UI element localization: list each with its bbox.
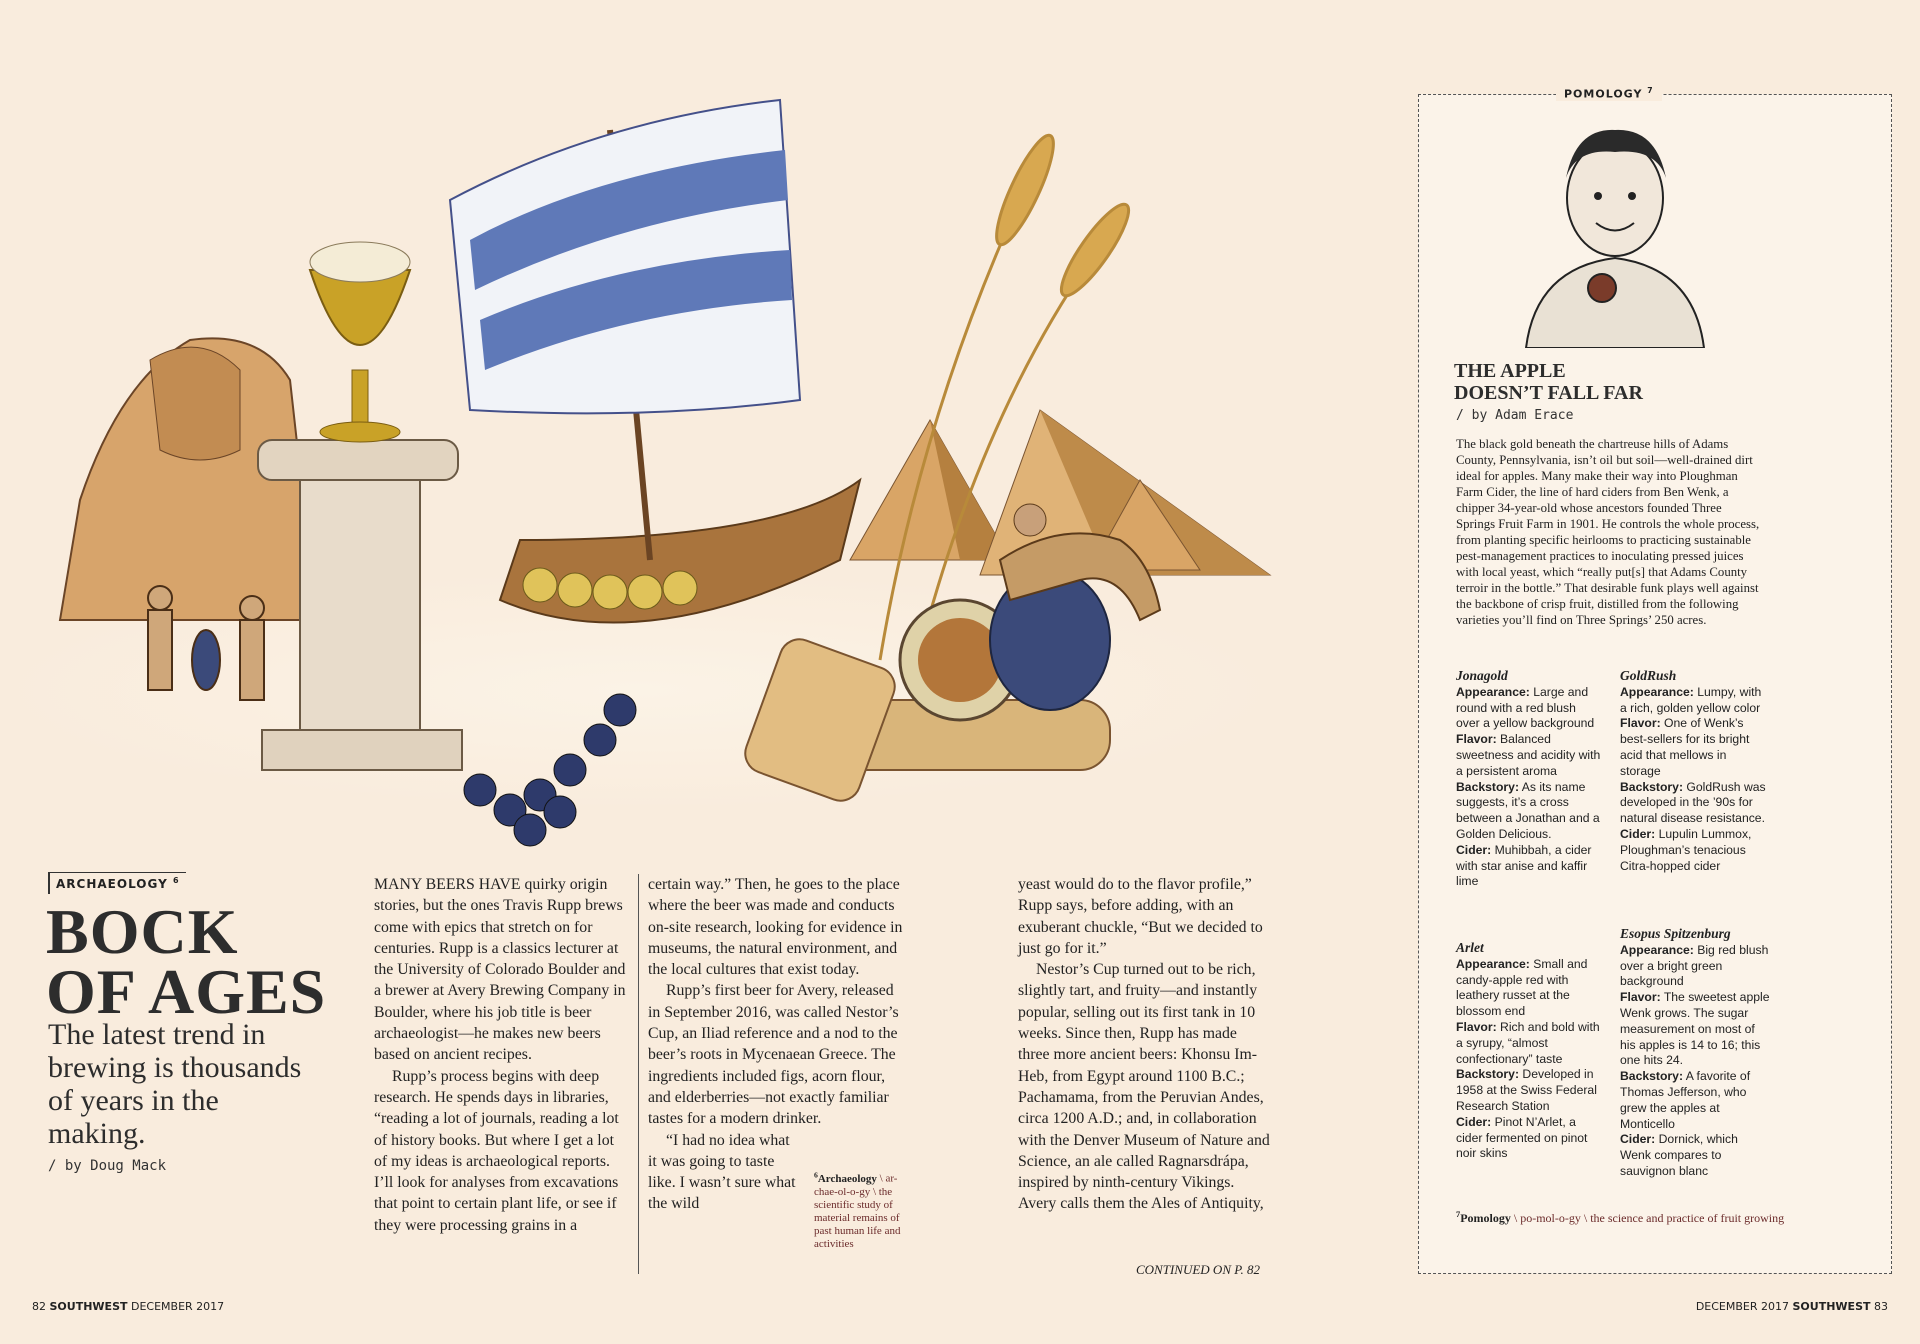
folio-left: [32, 1300, 224, 1313]
sidebar-title-line-1: THE APPLE: [1454, 360, 1566, 382]
continued-line: CONTINUED ON P. 82: [1136, 1262, 1261, 1277]
flavor-text: Rich and bold with a syrupy, “almost confectionary” taste: [1456, 1019, 1600, 1066]
paragraph: Rupp’s process begins with deep research. He spends days in libraries, “reading a lot of journals, reading a lot of history books. But where I get a lot of my ideas is archaeological reports. I’ll look for analyses from excavations that point to certain plant life, or see if they were processing grains in a: [374, 1067, 619, 1234]
headline-line-1: BOCK: [46, 896, 239, 967]
cider-text: Lupulin Lummox, Ploughman’s tenacious Citra-hopped cider: [1620, 826, 1752, 873]
paragraph: “I had no idea what it was going to taste like. I wasn’t sure what the wild: [648, 1131, 796, 1213]
paragraph: Nestor’s Cup turned out to be rich, slightly tart, and fruity—and instantly popular, selling out its first tank in 10 weeks. Since then, Rupp has made three more ancient beers: Khonsu Im-Heb, from Egypt around 1100 B.C.; Pachamama, from the Peruvian Andes, circa 1200 A.D.; and, in collaboration with the Denver Museum of Nature and Science, an ale called Ragnarsdrápa, inspired by ninth-century Vikings. Avery calls them the Ales of Antiquity,: [1018, 961, 1270, 1213]
label: Flavor:: [1620, 990, 1661, 1005]
portrait-illustration: [1506, 118, 1724, 348]
sidebar-intro: The black gold beneath the chartreuse hills of Adams County, Pennsylvania, isn’t oil but soil—well-drained dirt ideal for apples. Many make their way into Ploughman Farm Cider, the line of hard ciders from Ben Wenk, a chipper 34-year-old whose ancestors founded Three Springs Fruit Farm in 1901. He controls the whole process, from planting specific heirlooms to practicing sustainable pest-management practices to inoculating pressed juices with local yeast, which “really put[s] that Adams County terroir in the bottle.” That desirable funk plays well against the backbone of crisp fruit, distilled from the following varieties you’ll find on Three Springs’ 250 acres.: [1456, 437, 1760, 627]
gloss-def: the science and practice of fruit growing: [1590, 1211, 1785, 1225]
headline: [46, 896, 346, 1027]
variety-name: GoldRush: [1620, 668, 1677, 683]
label: Backstory:: [1456, 1067, 1519, 1082]
kicker-note: 6: [172, 876, 180, 885]
cider-text: Dornick, which Wenk compares to sauvignon blanc: [1620, 1132, 1738, 1178]
section-kicker: [48, 872, 186, 894]
folio-right: [1696, 1300, 1888, 1313]
lead-in: MANY BEERS HAVE: [374, 876, 521, 893]
paragraph: certain way.” Then, he goes to the place where the beer was made and conducts on-site research, looking for evidence in museums, the natural environment, and the local cultures that exist today.: [648, 876, 903, 979]
paragraph-text: quirky origin stories, but the ones Travis Rupp brews come with epics that stretch on for centuries. Rupp is a classics lecturer at the University of Colorado Boulder and a brewer at Avery Brewing Company in Boulder, where his job title is beer archaeologist—he makes new beers based on ancient recipes.: [374, 876, 626, 1064]
cider-text: Pinot N’Arlet, a cider fermented on pinot noir skins: [1456, 1114, 1588, 1161]
glossary-note-pomology: [1456, 1208, 1786, 1225]
variety-name: Arlet: [1456, 940, 1484, 955]
byline: / by Doug Mack: [48, 1158, 167, 1174]
backstory-text: A favorite of Thomas Jefferson, who grew the apples at Monticello: [1620, 1069, 1751, 1131]
gloss-num: 7: [1456, 1210, 1461, 1219]
appearance-text: Big red blush over a bright green background: [1620, 942, 1769, 989]
gloss-def: the scientific study of material remains of past human life and activities: [814, 1185, 901, 1250]
backstory-text: Developed in 1958 at the Swiss Federal Research Station: [1456, 1067, 1597, 1113]
label: Cider:: [1456, 1114, 1492, 1129]
column-rule: [638, 874, 639, 1274]
variety-arlet: [1456, 940, 1602, 1162]
label: Cider:: [1620, 826, 1656, 841]
label: Appearance:: [1620, 942, 1694, 957]
issue-date: DECEMBER 2017: [131, 1300, 225, 1313]
flavor-text: Balanced sweetness and acidity with a persistent aroma: [1456, 732, 1601, 778]
variety-jonagold: [1456, 668, 1602, 890]
gloss-num: 6: [814, 1170, 818, 1179]
label: Backstory:: [1456, 779, 1519, 794]
sidebar-byline: / by Adam Erace: [1456, 408, 1574, 423]
label: Backstory:: [1620, 779, 1683, 794]
glossary-note-archaeology: [814, 1168, 904, 1251]
paragraph: yeast would do to the flavor profile,” Rupp says, before adding, with an exuberant chuckle, “But we decided to just go for it.”: [1018, 876, 1263, 957]
backstory-text: As its name suggests, it’s a cross between a Jonathan and a Golden Delicious.: [1456, 779, 1600, 841]
appearance-text: Large and round with a red blush over a yellow background: [1456, 684, 1595, 731]
label: Appearance:: [1456, 956, 1530, 971]
kicker-label: ARCHAEOLOGY: [56, 877, 168, 891]
gloss-term: Archaeology: [817, 1172, 877, 1185]
cider-text: Muhibbah, a cider with star anise and kaffir lime: [1456, 842, 1592, 889]
variety-name: Esopus Spitzenburg: [1620, 926, 1731, 941]
backstory-text: GoldRush was developed in the ’90s for natural disease resistance.: [1620, 779, 1766, 826]
appearance-text: Lumpy, with a rich, golden yellow color: [1620, 684, 1762, 715]
label: Flavor:: [1456, 732, 1497, 747]
sidebar-tag-label: POMOLOGY: [1564, 87, 1643, 101]
label: Appearance:: [1456, 684, 1530, 699]
sidebar-tag: [1556, 86, 1662, 101]
gloss-term: Pomology: [1460, 1211, 1511, 1225]
body-column-3: [1018, 874, 1272, 1215]
headline-line-2: OF AGES: [46, 956, 327, 1027]
body-column-2: [648, 874, 904, 1215]
appearance-text: Small and candy-apple red with leathery russet at the blossom end: [1456, 956, 1588, 1019]
brand: SOUTHWEST: [49, 1300, 128, 1313]
variety-goldrush: [1620, 668, 1770, 874]
label: Backstory:: [1620, 1069, 1683, 1084]
deck: The latest trend in brewing is thousands of years in the making.: [48, 1018, 302, 1150]
sidebar-title: [1454, 360, 1774, 404]
label: Flavor:: [1456, 1019, 1497, 1034]
gloss-pron: \ po-mol-o-gy \: [1513, 1211, 1588, 1225]
label: Appearance:: [1620, 684, 1694, 699]
flavor-text: The sweetest apple Wenk grows. The sugar measurement on most of his apples is 14 to 16; this one hits 24.: [1620, 990, 1770, 1068]
label: Cider:: [1620, 1132, 1656, 1147]
brand: SOUTHWEST: [1792, 1300, 1871, 1313]
variety-name: Jonagold: [1456, 668, 1508, 683]
sidebar-tag-note: 7: [1647, 86, 1654, 95]
page-number: 82: [32, 1300, 46, 1313]
issue-date: DECEMBER 2017: [1695, 1300, 1789, 1313]
page-number: 83: [1874, 1300, 1888, 1313]
flavor-text: One of Wenk’s best-sellers for its bright acid that mellows in storage: [1620, 716, 1750, 778]
paragraph: [374, 874, 626, 1066]
viking-ship-drawing: [450, 100, 860, 623]
sidebar-title-line-2: DOESN’T FALL FAR: [1454, 382, 1643, 404]
hero-illustration: [0, 0, 1400, 860]
label: Cider:: [1456, 842, 1492, 857]
body-column-1: [374, 874, 626, 1236]
paragraph: Rupp’s first beer for Avery, released in September 2016, was called Nestor’s Cup, an Iliad reference and a nod to the beer’s roots in Mycenaean Greece. The ingredients included figs, acorn flour, and elderberries—not exactly familiar tastes for a modern drinker.: [648, 982, 899, 1128]
gloss-pron: \ ar-chae-ol-o-gy \: [814, 1172, 898, 1198]
label: Flavor:: [1620, 716, 1661, 731]
variety-esopus-spitzenburg: [1620, 926, 1770, 1180]
